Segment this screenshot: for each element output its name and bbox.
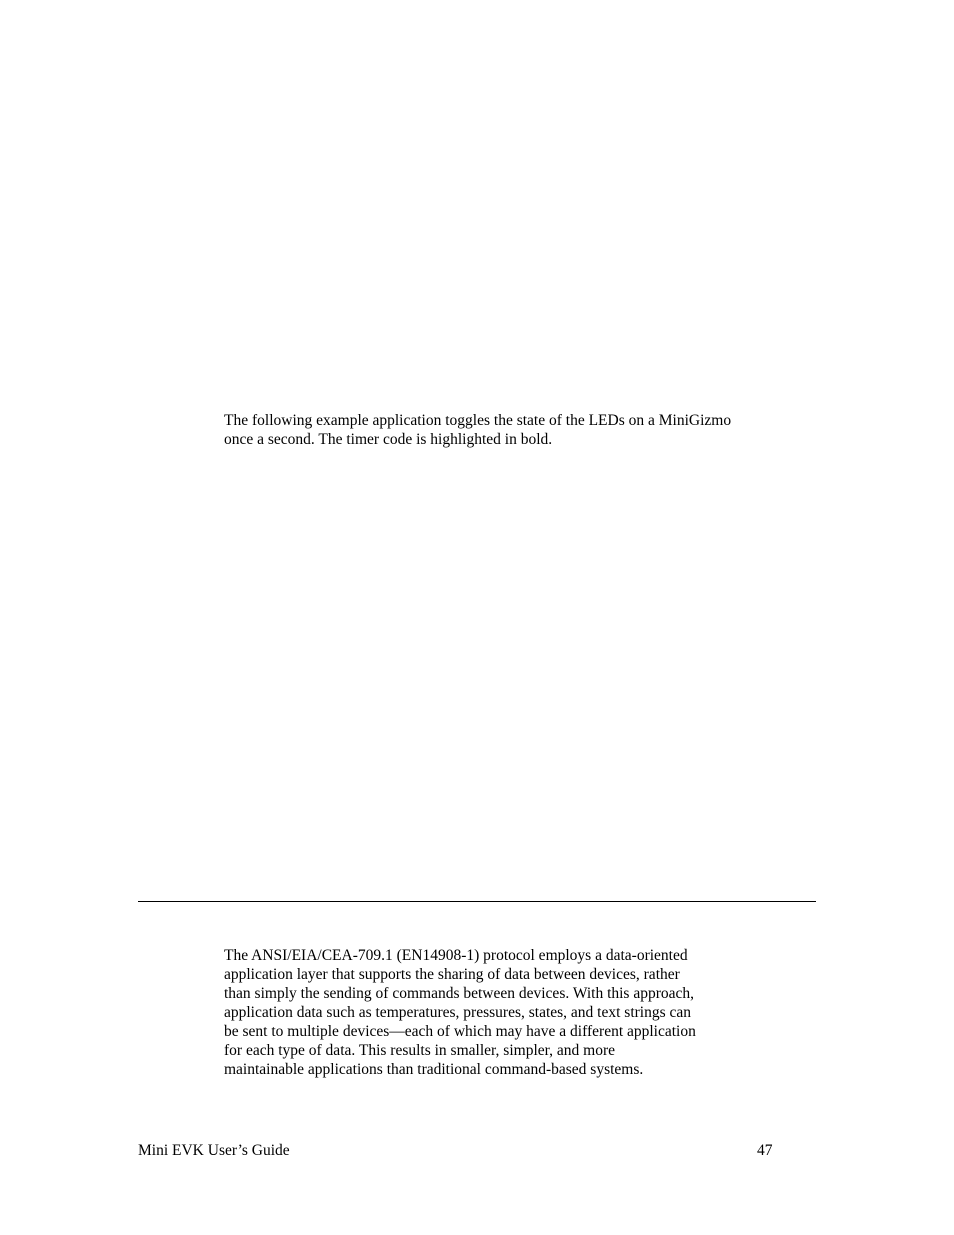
protocol-paragraph-line: be sent to multiple devices—each of which may have a different application [224,1023,696,1040]
protocol-paragraph-line: application layer that supports the sharing of data between devices, rather [224,966,680,983]
intro-paragraph [224,411,824,449]
section-divider [138,901,816,902]
protocol-paragraph-line: application data such as temperatures, pressures, states, and text strings can [224,1004,692,1021]
protocol-paragraph-line: than simply the sending of commands between devices. With this approach, [224,985,695,1002]
protocol-paragraph-line: maintainable applications than traditional command-based systems. [224,1061,644,1078]
protocol-paragraph-line: for each type of data. This results in smaller, simpler, and more [224,1042,616,1059]
footer-document-title: Mini EVK User’s Guide [138,1142,290,1159]
footer-page-number: 47 [757,1142,773,1159]
protocol-paragraph [224,946,804,1079]
intro-paragraph-line: once a second. The timer code is highlighted in bold. [224,431,553,448]
intro-paragraph-line: The following example application toggles the state of the LEDs on a MiniGizmo [224,412,732,429]
protocol-paragraph-line: The ANSI/EIA/CEA-709.1 (EN14908-1) protocol employs a data-oriented [224,947,688,964]
